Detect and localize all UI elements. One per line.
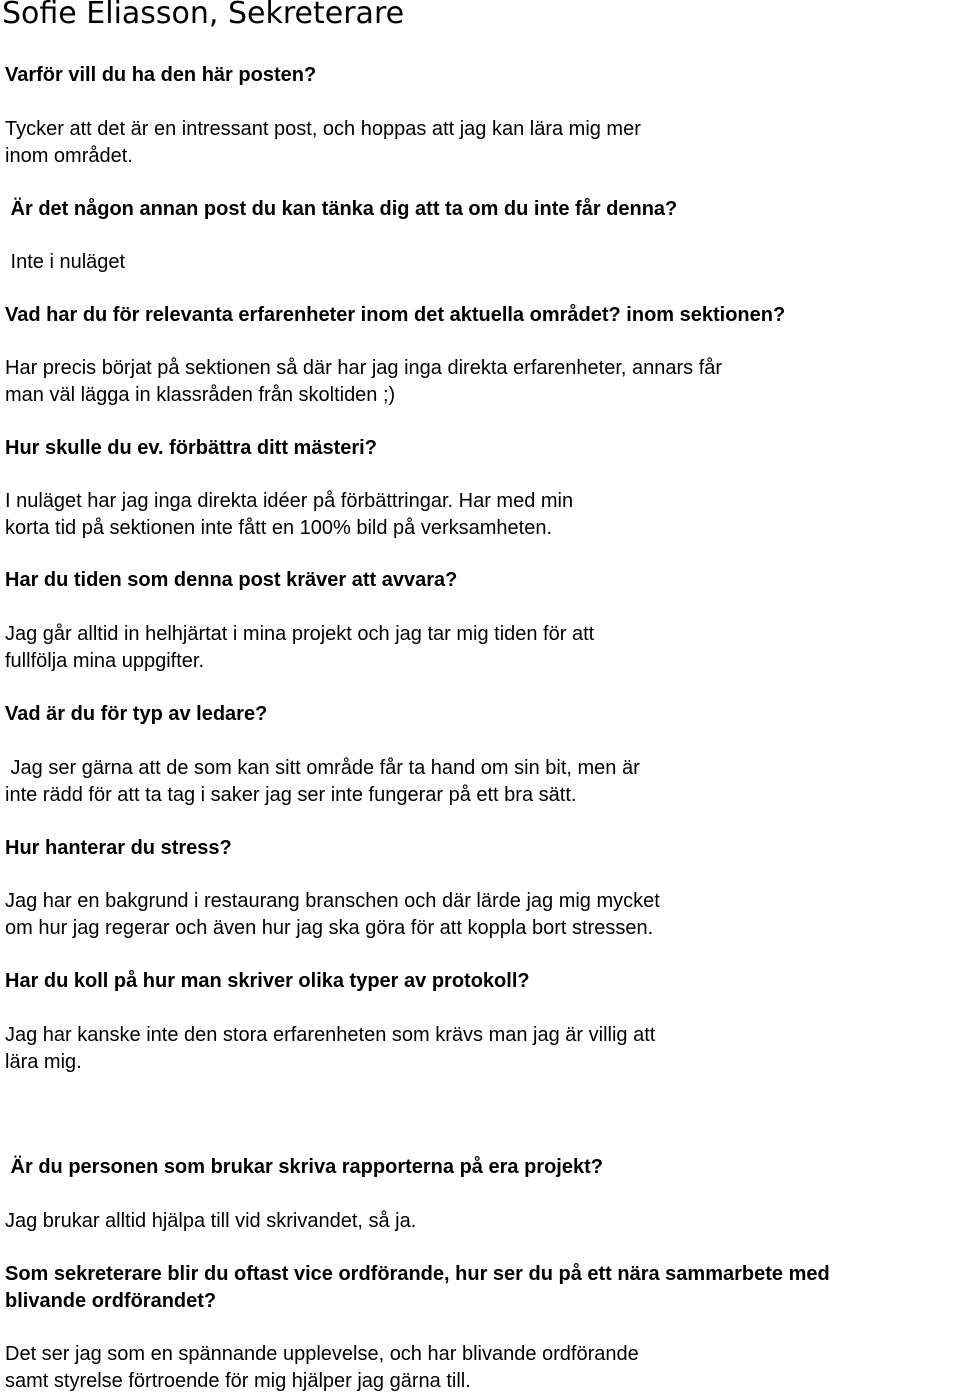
question-4: Hur skulle du ev. förbättra ditt mästeri? [5,437,377,459]
question-3: Vad har du för relevanta erfarenheter inom det aktuella området? inom sektionen? [5,304,786,326]
question-5: Har du tiden som denna post kräver att avvara? [5,569,458,591]
answer-4: I nuläget har jag inga direkta idéer på förbättringar. Har med min korta tid på sektionen inte fått en 100% bild på verksamheten. [5,490,574,539]
question-2: Är det någon annan post du kan tänka dig att ta om du inte får denna? [5,198,678,220]
answer-1: Tycker att det är en intressant post, och hoppas att jag kan lära mig mer inom området. [5,118,641,167]
question-1: Varför vill du ha den här posten? [5,64,317,86]
answer-9: Jag brukar alltid hjälpa till vid skrivandet, så ja. [5,1210,417,1232]
answer-6: Jag ser gärna att de som kan sitt område får ta hand om sin bit, men är inte rädd för att ta tag i saker jag ser inte fungerar på ett bra sätt. [5,757,640,806]
answer-7: Jag har en bakgrund i restaurang branschen och där lärde jag mig mycket om hur jag regerar och även hur jag ska göra för att koppla bort stressen. [5,890,660,939]
question-10: Som sekreterare blir du oftast vice ordförande, hur ser du på ett nära sammarbete med blivande ordförandet? [5,1263,830,1312]
answer-8: Jag har kanske inte den stora erfarenheten som krävs man jag är villig att lära mig. [5,1024,656,1073]
question-9: Är du personen som brukar skriva rapporterna på era projekt? [5,1156,603,1178]
document-title: Sofie Eliasson, Sekreterare [2,0,405,31]
answer-10: Det ser jag som en spännande upplevelse, och har blivande ordförande samt styrelse förtroende för mig hjälper jag gärna till. [5,1343,639,1392]
answer-2: Inte i nuläget [5,251,126,273]
answer-3: Har precis börjat på sektionen så där har jag inga direkta erfarenheter, annars får man väl lägga in klassråden från skoltiden ;) [5,357,723,406]
question-6: Vad är du för typ av ledare? [5,703,268,725]
question-8: Har du koll på hur man skriver olika typer av protokoll? [5,970,530,992]
question-7: Hur hanterar du stress? [5,837,232,859]
answer-5: Jag går alltid in helhjärtat i mina projekt och jag tar mig tiden för att fullfölja mina uppgifter. [5,623,595,672]
